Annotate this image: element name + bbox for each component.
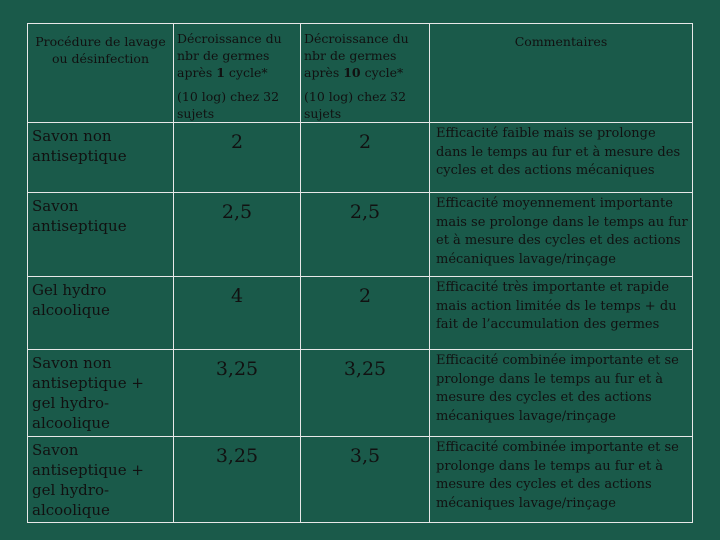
table-row	[28, 193, 693, 277]
table-row	[28, 123, 693, 193]
after-10-cycles-value: 2	[301, 123, 430, 193]
header-procedure: Procédure de lavage ou désinfection	[28, 24, 174, 123]
procedure-cell: Savon antiseptique + gel hydro-alcoolique	[28, 437, 174, 523]
comment-cell: Efficacité moyennement importante mais se prolonge dans le temps au fur et à mesure des cycles et des actions mécaniques lavage/rinçage	[430, 193, 693, 277]
header-decay-1-sub: (10 log) chez 32 sujets	[177, 89, 280, 121]
after-10-cycles-value: 2,5	[301, 193, 430, 277]
header-decay-10-count: 10	[343, 65, 361, 80]
header-decay-10-cycles	[301, 24, 430, 123]
table-row	[28, 350, 693, 437]
after-1-cycle-value: 2,5	[174, 193, 301, 277]
header-decay-1-main-c: cycle*	[224, 65, 268, 80]
procedure-cell: Savon antiseptique	[28, 193, 174, 277]
comment-cell: Efficacité très importante et rapide mais action limitée ds le temps + du fait de l’accumulation des germes	[430, 277, 693, 350]
efficacy-table	[27, 23, 693, 523]
procedure-cell: Savon non antiseptique	[28, 123, 174, 193]
comment-cell: Efficacité combinée importante et se prolonge dans le temps au fur et à mesure des cycles et des actions mécaniques lavage/rinçage	[430, 437, 693, 523]
procedure-cell: Savon non antiseptique + gel hydro-alcoolique	[28, 350, 174, 437]
comment-cell: Efficacité combinée importante et se prolonge dans le temps au fur et à mesure des cycles et des actions mécaniques lavage/rinçage	[430, 350, 693, 437]
header-decay-10-main-a: Décroissance du nbr de germes après	[304, 31, 409, 80]
comment-cell: Efficacité faible mais se prolonge dans le temps au fur et à mesure des cycles et des actions mécaniques	[430, 123, 693, 193]
header-comments: Commentaires	[430, 24, 693, 123]
procedure-cell: Gel hydro alcoolique	[28, 277, 174, 350]
after-1-cycle-value: 3,25	[174, 350, 301, 437]
header-decay-1-count: 1	[216, 65, 225, 80]
table-row	[28, 277, 693, 350]
after-1-cycle-value: 2	[174, 123, 301, 193]
after-1-cycle-value: 3,25	[174, 437, 301, 523]
after-10-cycles-value: 2	[301, 277, 430, 350]
after-10-cycles-value: 3,5	[301, 437, 430, 523]
after-1-cycle-value: 4	[174, 277, 301, 350]
after-10-cycles-value: 3,25	[301, 350, 430, 437]
header-decay-10-main-c: cycle*	[360, 65, 404, 80]
table-row	[28, 437, 693, 523]
header-decay-10-sub: (10 log) chez 32 sujets	[304, 89, 407, 121]
header-decay-1-main-a: Décroissance du nbr de germes après	[177, 31, 282, 80]
header-decay-1-cycle	[174, 24, 301, 123]
header-row	[28, 24, 693, 123]
